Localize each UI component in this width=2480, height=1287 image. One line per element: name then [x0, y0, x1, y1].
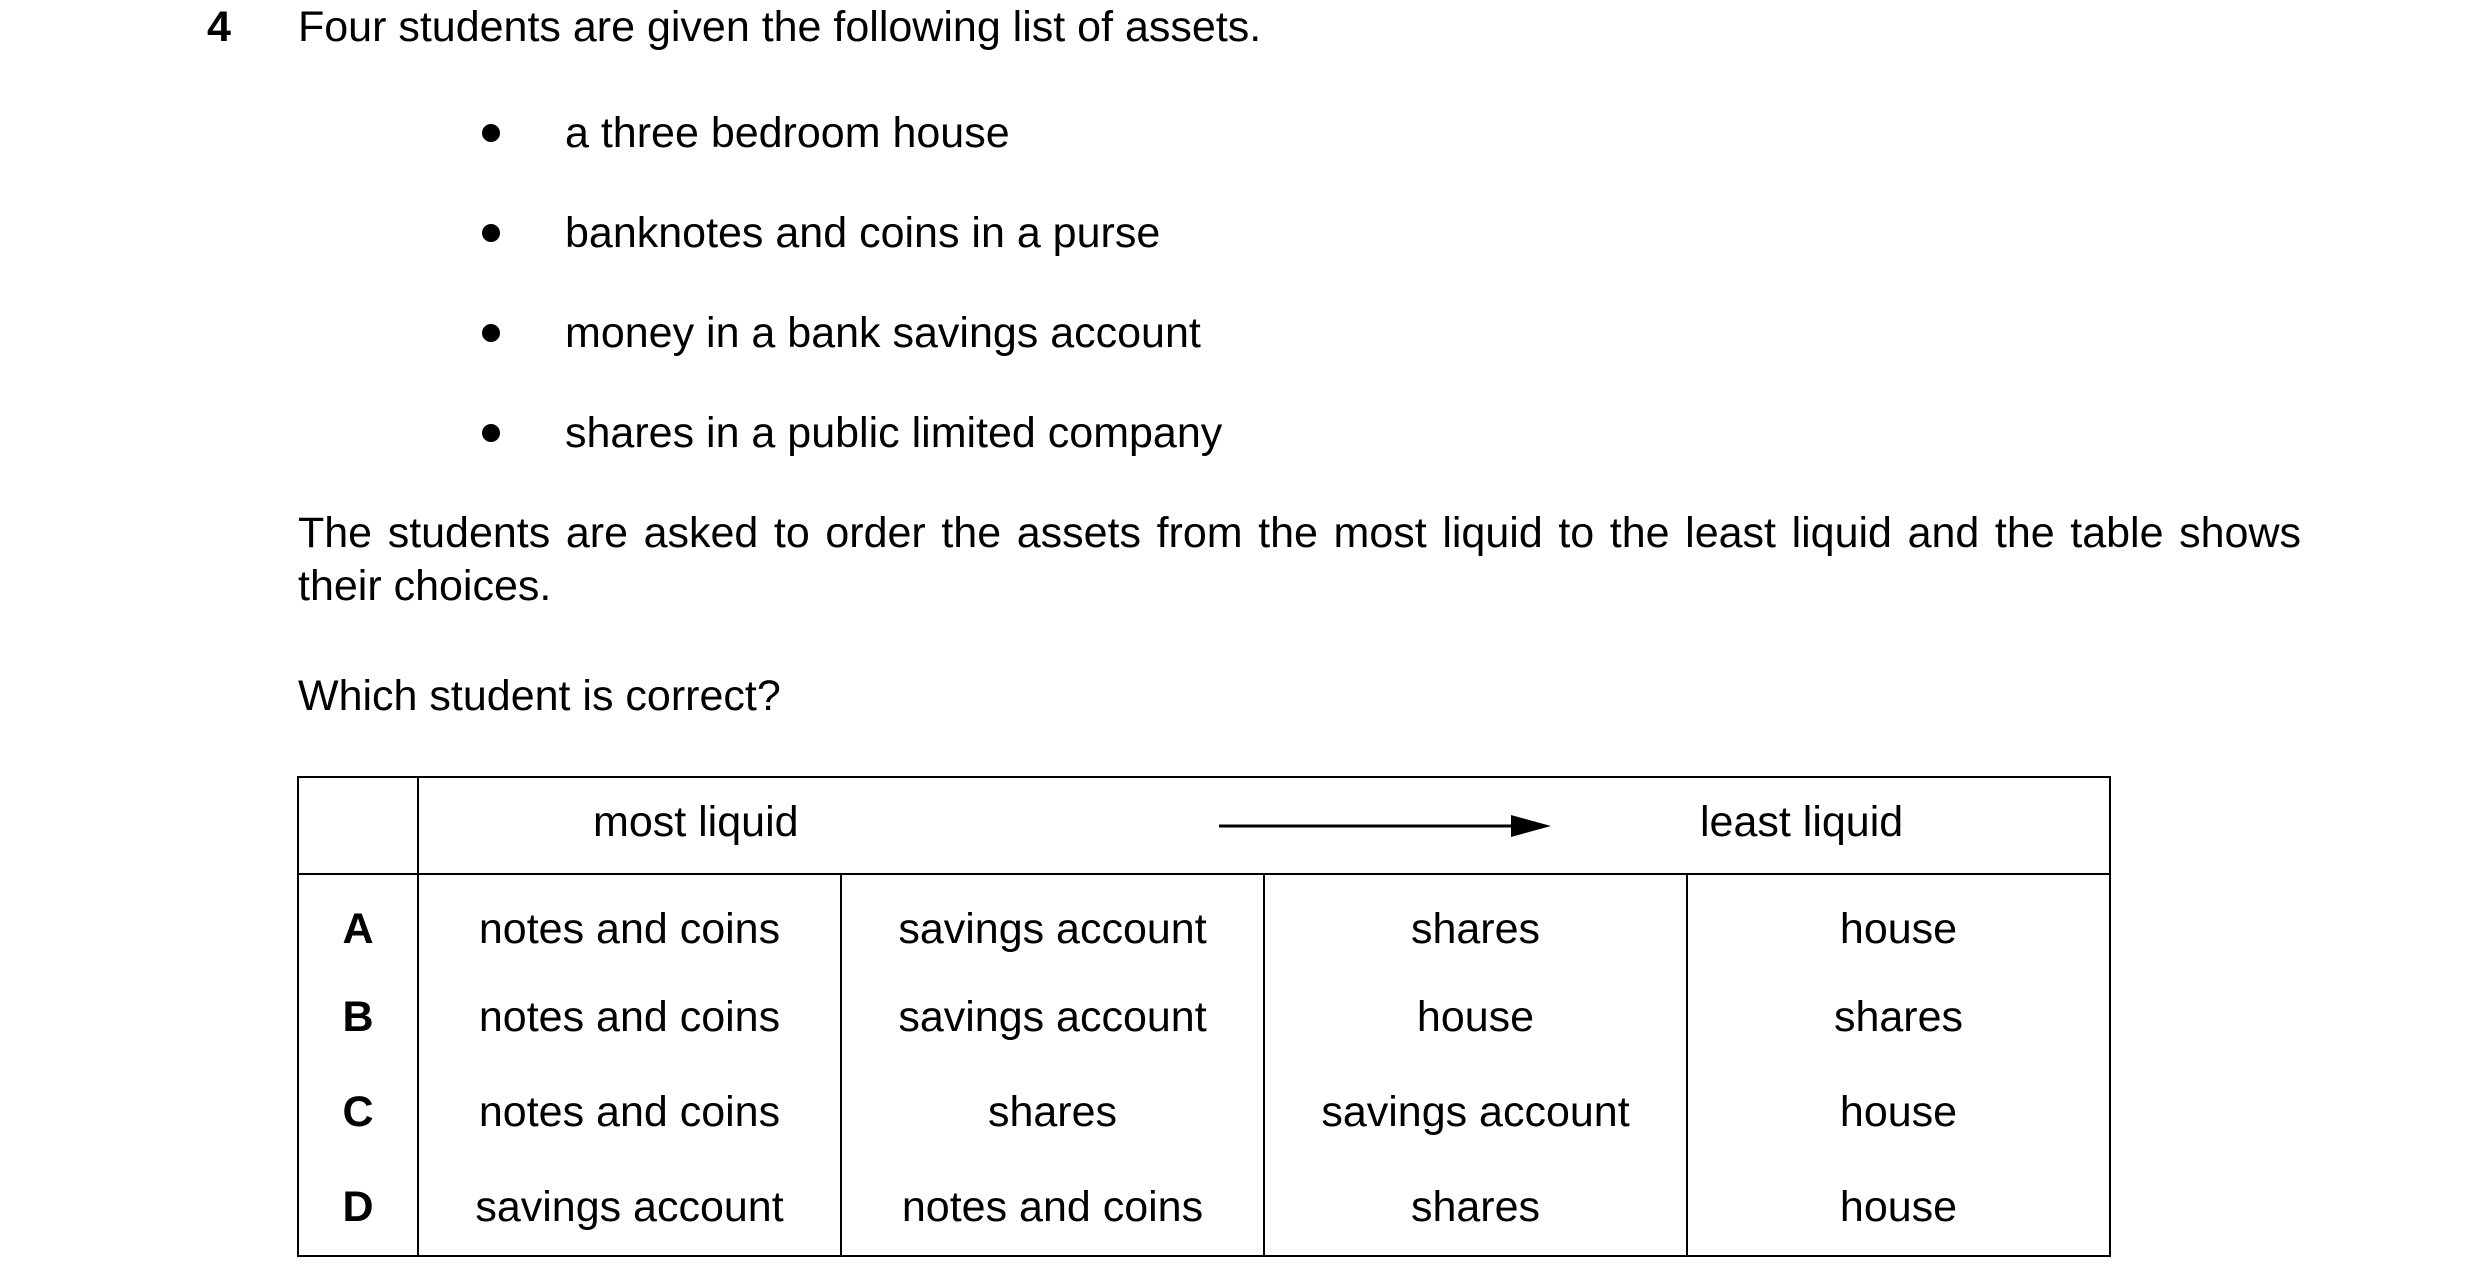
question-prompt: Which student is correct? — [298, 672, 781, 720]
table-cell: savings account — [841, 874, 1264, 970]
header-empty-cell — [298, 777, 418, 874]
asset-text: a three bedroom house — [565, 109, 1010, 157]
table-row — [298, 1065, 2110, 1160]
option-letter[interactable]: A — [298, 874, 418, 970]
instructions-paragraph: The students are asked to order the assets from the most liquid to the least liquid and the table shows their choices. — [298, 509, 2301, 610]
option-letter[interactable]: C — [298, 1065, 418, 1160]
table-row — [298, 970, 2110, 1065]
table-cell: savings account — [418, 1160, 841, 1256]
bullet-icon — [482, 424, 500, 442]
question-stem: Four students are given the following list of assets. — [298, 3, 1262, 51]
most-liquid-label: most liquid — [593, 798, 799, 846]
least-liquid-label: least liquid — [1700, 798, 1904, 846]
table-cell: house — [1687, 874, 2110, 970]
asset-text: shares in a public limited company — [565, 409, 1223, 457]
table-cell: shares — [1264, 1160, 1687, 1256]
list-item — [0, 102, 1600, 156]
table-cell: house — [1687, 1065, 2110, 1160]
header-liquidity-cell — [418, 777, 2110, 874]
answer-table — [297, 776, 2111, 1257]
table-row — [298, 874, 2110, 970]
table-cell: house — [1264, 970, 1687, 1065]
list-item — [0, 202, 1600, 256]
list-item — [0, 302, 1600, 356]
table-cell: notes and coins — [418, 1065, 841, 1160]
table-cell: house — [1687, 1160, 2110, 1256]
list-item — [0, 402, 1600, 456]
asset-text: banknotes and coins in a purse — [565, 209, 1161, 257]
right-arrow-icon — [1219, 814, 1551, 838]
table-cell: savings account — [1264, 1065, 1687, 1160]
asset-text: money in a bank savings account — [565, 309, 1201, 357]
table-cell: shares — [1687, 970, 2110, 1065]
table-cell: notes and coins — [418, 874, 841, 970]
option-letter[interactable]: D — [298, 1160, 418, 1256]
table-header-row — [298, 777, 2110, 874]
bullet-icon — [482, 224, 500, 242]
question-number: 4 — [207, 3, 231, 51]
option-letter[interactable]: B — [298, 970, 418, 1065]
table-cell: notes and coins — [841, 1160, 1264, 1256]
table-cell: shares — [1264, 874, 1687, 970]
table-cell: notes and coins — [418, 970, 841, 1065]
bullet-icon — [482, 324, 500, 342]
table-cell: shares — [841, 1065, 1264, 1160]
bullet-icon — [482, 124, 500, 142]
table-row — [298, 1160, 2110, 1256]
table-cell: savings account — [841, 970, 1264, 1065]
